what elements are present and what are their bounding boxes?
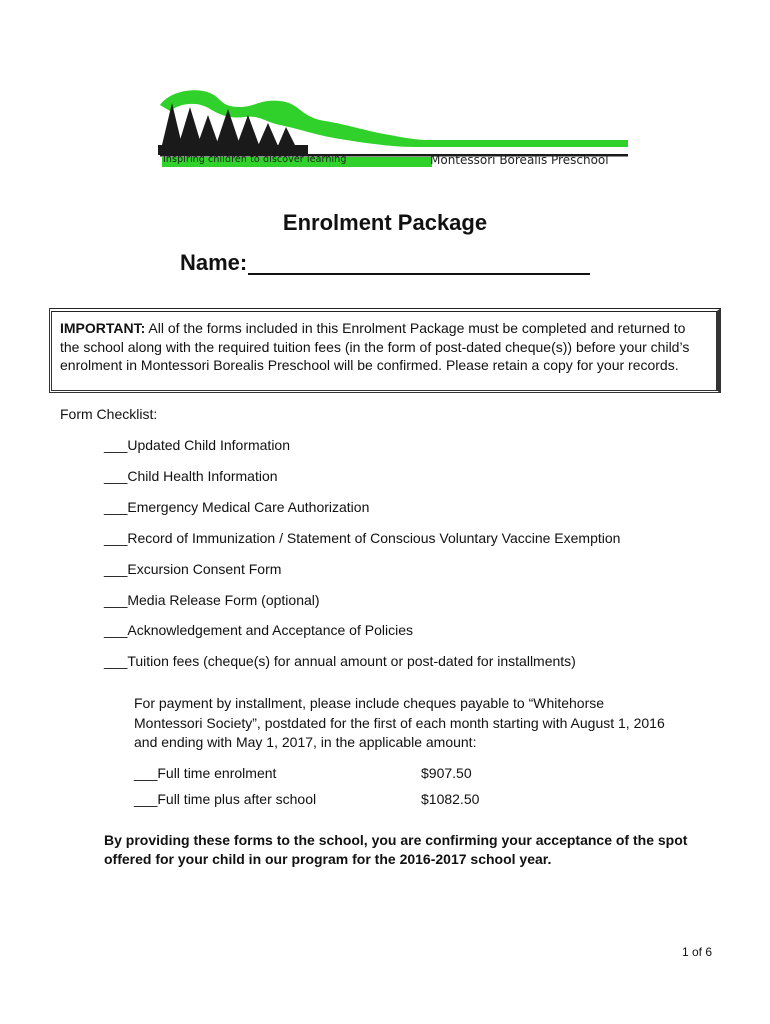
checklist-item-emergency-medical[interactable]: ___Emergency Medical Care Authorization [104,499,370,515]
checklist-item-policies[interactable]: ___Acknowledgement and Acceptance of Policies [104,622,413,638]
fee-amount-after-school: $1082.50 [421,791,480,807]
checklist-item-excursion-consent[interactable]: ___Excursion Consent Form [104,561,282,577]
name-input-line[interactable] [248,273,590,275]
checklist-title: Form Checklist: [60,406,158,422]
important-label: IMPORTANT: [60,320,146,336]
page-number: 1 of 6 [681,945,712,959]
page-title: Enrolment Package [282,210,488,235]
confirmation-statement: By providing these forms to the school, you are confirming your acceptance of the spot offered for your child in our program for the 2016-2017 school year. [104,832,688,867]
logo-tagline: Inspiring children to discover learning [163,154,347,165]
children-figures [169,134,199,150]
payment-note: For payment by installment, please include cheques payable to “Whitehorse Montessori Society”, postdated for the first of each month starting with August 1, 2016 and ending with May 1, 2017, in the applicable amount: [134,695,665,750]
important-notice-box [49,308,721,393]
checklist-item-child-health-info[interactable]: ___Child Health Information [104,468,278,484]
fee-option-full-time[interactable]: ___Full time enrolment [134,765,277,781]
checklist-item-tuition-fees[interactable]: ___Tuition fees (cheque(s) for annual amount or post-dated for installments) [104,653,576,669]
logo-school-name: Montessori Borealis Preschool [430,153,609,167]
checklist-item-updated-child-info[interactable]: ___Updated Child Information [104,437,291,453]
checklist-item-immunization[interactable]: ___Record of Immunization / Statement of Conscious Voluntary Vaccine Exemption [104,530,621,546]
fee-amount-full-time: $907.50 [421,765,472,781]
name-label: Name: [180,250,248,275]
important-text: All of the forms included in this Enrolment Package must be completed and returned to the school along with the required tuition fees (in the form of post-dated cheque(s)) before your child’s enrolment in Montessori Borealis Preschool will be confirmed. Please retain a copy for your records. [60,320,690,373]
checklist-item-media-release[interactable]: ___Media Release Form (optional) [104,592,320,608]
fee-option-after-school[interactable]: ___Full time plus after school [134,791,317,807]
